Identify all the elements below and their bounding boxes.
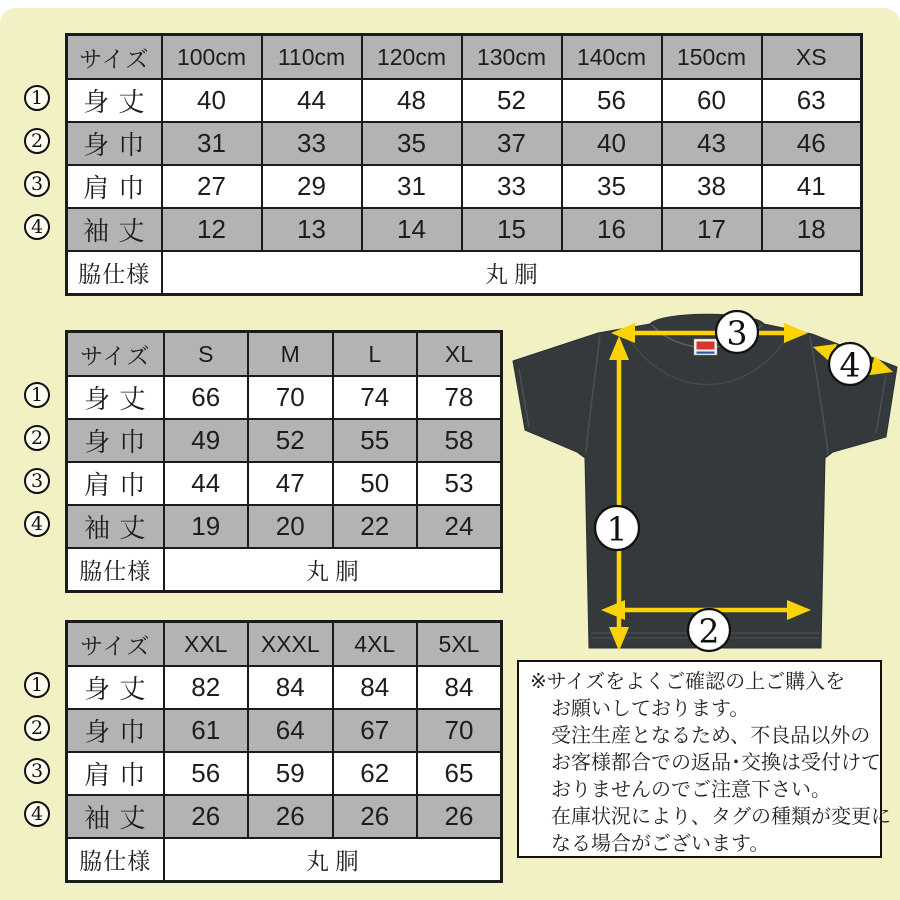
- column-header: 5XL: [417, 622, 502, 667]
- callout-2-label: 2: [698, 611, 720, 651]
- callout-body-width: [688, 609, 730, 651]
- footer-value: 丸 胴: [164, 548, 502, 592]
- size-cell: 35: [362, 122, 462, 165]
- size-cell: 59: [248, 752, 333, 795]
- size-cell: 47: [248, 462, 333, 505]
- row-label: 袖 丈: [67, 795, 164, 838]
- table-row: [67, 376, 502, 419]
- size-cell: 24: [417, 505, 502, 548]
- size-cell: 40: [162, 79, 262, 122]
- size-cell: 84: [417, 666, 502, 709]
- big-size-table: [65, 620, 503, 883]
- column-header: 110cm: [262, 35, 362, 80]
- size-cell: 70: [417, 709, 502, 752]
- footer-label: 脇仕様: [67, 838, 164, 882]
- circled-number-2: 2: [24, 715, 50, 741]
- column-header: XS: [762, 35, 862, 80]
- callout-3-label: 3: [726, 313, 748, 353]
- circled-number-3: 3: [24, 468, 50, 494]
- size-cell: 38: [662, 165, 762, 208]
- size-cell: 22: [333, 505, 418, 548]
- table-row: [67, 419, 502, 462]
- column-header: 100cm: [162, 35, 262, 80]
- column-header: 150cm: [662, 35, 762, 80]
- size-cell: 35: [562, 165, 662, 208]
- column-header: 130cm: [462, 35, 562, 80]
- tshirt-measurement-diagram: [505, 303, 900, 655]
- size-cell: 46: [762, 122, 862, 165]
- size-cell: 14: [362, 208, 462, 251]
- row-label: 身 巾: [67, 709, 164, 752]
- size-cell: 37: [462, 122, 562, 165]
- size-cell: 56: [164, 752, 249, 795]
- footer-value: 丸 胴: [164, 838, 502, 882]
- note-line: おりませんのでご注意下さい。: [551, 779, 831, 801]
- footer-value: 丸 胴: [162, 251, 862, 295]
- row-label: 身 丈: [67, 376, 164, 419]
- row-label: 身 巾: [67, 122, 162, 165]
- size-cell: 55: [333, 419, 418, 462]
- size-cell: 26: [333, 795, 418, 838]
- size-cell: 52: [462, 79, 562, 122]
- table-row: [67, 505, 502, 548]
- size-cell: 13: [262, 208, 362, 251]
- table-row: [67, 709, 502, 752]
- row-label: 肩 巾: [67, 752, 164, 795]
- circled-number-4: 4: [24, 511, 50, 537]
- adult-size-table-block: [24, 330, 506, 594]
- note-line: 受注生産となるため、不良品以外の: [551, 725, 871, 747]
- size-cell: 64: [248, 709, 333, 752]
- size-cell: 29: [262, 165, 362, 208]
- big-size-table-block: [24, 620, 506, 884]
- column-header: XXL: [164, 622, 249, 667]
- row-label: 身 丈: [67, 666, 164, 709]
- circled-number-3: 3: [24, 171, 50, 197]
- column-header: 4XL: [333, 622, 418, 667]
- size-cell: 26: [164, 795, 249, 838]
- size-cell: 50: [333, 462, 418, 505]
- size-cell: 44: [164, 462, 249, 505]
- size-cell: 67: [333, 709, 418, 752]
- size-cell: 31: [362, 165, 462, 208]
- size-header-label: サイズ: [67, 622, 164, 667]
- callout-body-length: [595, 506, 639, 550]
- footer-label: 脇仕様: [67, 251, 162, 295]
- size-cell: 41: [762, 165, 862, 208]
- purchase-note: [517, 660, 891, 858]
- row-label: 袖 丈: [67, 208, 162, 251]
- size-cell: 40: [562, 122, 662, 165]
- circled-number-2: 2: [24, 425, 50, 451]
- size-cell: 52: [248, 419, 333, 462]
- row-label: 袖 丈: [67, 505, 164, 548]
- size-cell: 63: [762, 79, 862, 122]
- circled-number-1: 1: [24, 85, 50, 111]
- size-cell: 62: [333, 752, 418, 795]
- column-header: XL: [417, 332, 502, 377]
- row-label: 身 丈: [67, 79, 162, 122]
- circled-number-1: 1: [24, 672, 50, 698]
- size-cell: 74: [333, 376, 418, 419]
- note-line: ※サイズをよくご確認の上ご購入を: [530, 671, 846, 693]
- size-cell: 60: [662, 79, 762, 122]
- row-label: 肩 巾: [67, 462, 164, 505]
- size-cell: 66: [164, 376, 249, 419]
- footer-label: 脇仕様: [67, 548, 164, 592]
- size-cell: 15: [462, 208, 562, 251]
- size-cell: 31: [162, 122, 262, 165]
- column-header: 140cm: [562, 35, 662, 80]
- size-cell: 82: [164, 666, 249, 709]
- note-line: お願いしております。: [551, 698, 750, 720]
- circled-number-2: 2: [24, 128, 50, 154]
- size-cell: 26: [417, 795, 502, 838]
- size-cell: 27: [162, 165, 262, 208]
- size-cell: 78: [417, 376, 502, 419]
- table-row: [67, 208, 862, 251]
- size-cell: 49: [164, 419, 249, 462]
- circled-number-4: 4: [24, 214, 50, 240]
- size-header-label: サイズ: [67, 35, 162, 80]
- row-label: 身 巾: [67, 419, 164, 462]
- kids-size-table-block: [24, 33, 866, 299]
- size-cell: 48: [362, 79, 462, 122]
- row-label: 肩 巾: [67, 165, 162, 208]
- size-cell: 33: [462, 165, 562, 208]
- column-header: S: [164, 332, 249, 377]
- column-header: L: [333, 332, 418, 377]
- column-header: M: [248, 332, 333, 377]
- size-cell: 70: [248, 376, 333, 419]
- callout-1-label: 1: [606, 509, 628, 549]
- callout-4-label: 4: [839, 345, 861, 385]
- note-line: なる場合がございます。: [551, 833, 770, 855]
- size-header-label: サイズ: [67, 332, 164, 377]
- note-line: 在庫状況により、タグの種類が変更に: [551, 806, 891, 828]
- size-cell: 18: [762, 208, 862, 251]
- adult-size-table: [65, 330, 503, 593]
- callout-sleeve-length: [829, 343, 871, 385]
- column-header: XXXL: [248, 622, 333, 667]
- size-cell: 43: [662, 122, 762, 165]
- circled-number-1: 1: [24, 382, 50, 408]
- table-row: [67, 752, 502, 795]
- table-row: [67, 165, 862, 208]
- size-cell: 19: [164, 505, 249, 548]
- size-cell: 53: [417, 462, 502, 505]
- size-cell: 84: [248, 666, 333, 709]
- size-cell: 33: [262, 122, 362, 165]
- circled-number-4: 4: [24, 801, 50, 827]
- table-row: [67, 795, 502, 838]
- size-cell: 56: [562, 79, 662, 122]
- circled-number-3: 3: [24, 758, 50, 784]
- kids-size-table: [65, 33, 863, 296]
- callout-shoulder-width: [716, 311, 758, 353]
- table-row: [67, 122, 862, 165]
- size-cell: 16: [562, 208, 662, 251]
- size-cell: 61: [164, 709, 249, 752]
- size-cell: 65: [417, 752, 502, 795]
- size-cell: 20: [248, 505, 333, 548]
- column-header: 120cm: [362, 35, 462, 80]
- size-cell: 12: [162, 208, 262, 251]
- size-cell: 44: [262, 79, 362, 122]
- brand-tag: [694, 339, 717, 355]
- note-line: お客様都合での返品･交換は受付けて: [551, 752, 881, 774]
- size-cell: 26: [248, 795, 333, 838]
- table-row: [67, 79, 862, 122]
- size-cell: 17: [662, 208, 762, 251]
- size-cell: 84: [333, 666, 418, 709]
- size-cell: 58: [417, 419, 502, 462]
- table-row: [67, 462, 502, 505]
- table-row: [67, 666, 502, 709]
